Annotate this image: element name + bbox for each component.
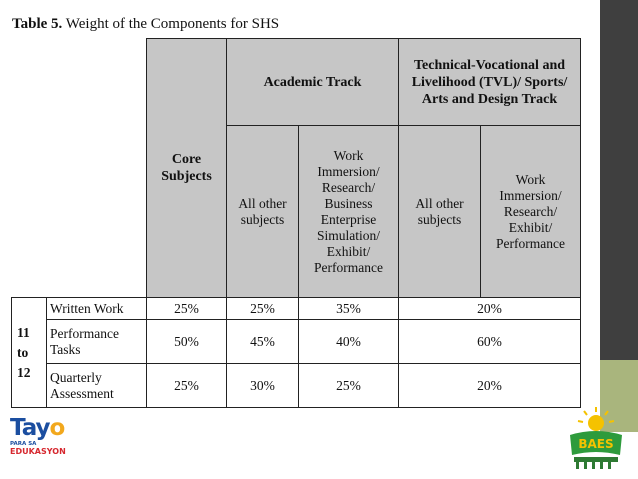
table-row [12, 364, 581, 408]
tvl-weight: 20% [399, 364, 581, 408]
academic-work-weight: 35% [299, 298, 399, 320]
tvl-weight: 20% [399, 298, 581, 320]
academic-other-weight: 30% [227, 364, 299, 408]
grade-level-cell [12, 298, 47, 408]
seal-logo [560, 405, 632, 473]
blank-corner [12, 39, 147, 298]
tvl-weight: 60% [399, 320, 581, 364]
table-number: Table 5. [12, 16, 63, 32]
core-weight: 25% [147, 298, 227, 320]
header-tvl-all-other: All other subjects [399, 126, 481, 298]
grade-label-to: to [17, 344, 29, 360]
tayo-wordmark: Tayo [10, 415, 65, 441]
component-name: Quarterly Assessment [47, 364, 147, 408]
grade-label-start: 11 [17, 324, 30, 340]
table-row [12, 320, 581, 364]
academic-work-weight: 40% [299, 320, 399, 364]
header-academic-track: Academic Track [227, 39, 399, 126]
academic-other-weight: 25% [227, 298, 299, 320]
tayo-logo [10, 415, 72, 469]
header-academic-work-immersion: Work Immersion/ Research/ Business Enterprise Simulation/ Exhibit/ Performance [299, 126, 399, 298]
dark-bar-segment [600, 0, 638, 360]
tayo-tagline-bottom: EDUKASYON [10, 447, 66, 456]
header-core-subjects: Core Subjects [147, 39, 227, 298]
component-name: Written Work [47, 298, 147, 320]
component-name: Performance Tasks [47, 320, 147, 364]
table-caption: Weight of the Components for SHS [65, 16, 280, 32]
header-tvl-work-immersion: Work Immersion/ Research/ Exhibit/ Performance [481, 126, 581, 298]
core-weight: 50% [147, 320, 227, 364]
table-row [12, 298, 581, 320]
grade-label-end: 12 [17, 364, 31, 380]
seal-icon [560, 405, 632, 473]
table-title [12, 16, 279, 33]
academic-other-weight: 45% [227, 320, 299, 364]
weights-table [11, 38, 581, 408]
header-tvl-track: Technical-Vocational and Livelihood (TVL)/ Sports/ Arts and Design Track [399, 39, 581, 126]
header-academic-all-other: All other subjects [227, 126, 299, 298]
tayo-tagline-top: PARA SA [10, 441, 37, 447]
svg-text:BAES: BAES [578, 437, 614, 451]
core-weight: 25% [147, 364, 227, 408]
academic-work-weight: 25% [299, 364, 399, 408]
